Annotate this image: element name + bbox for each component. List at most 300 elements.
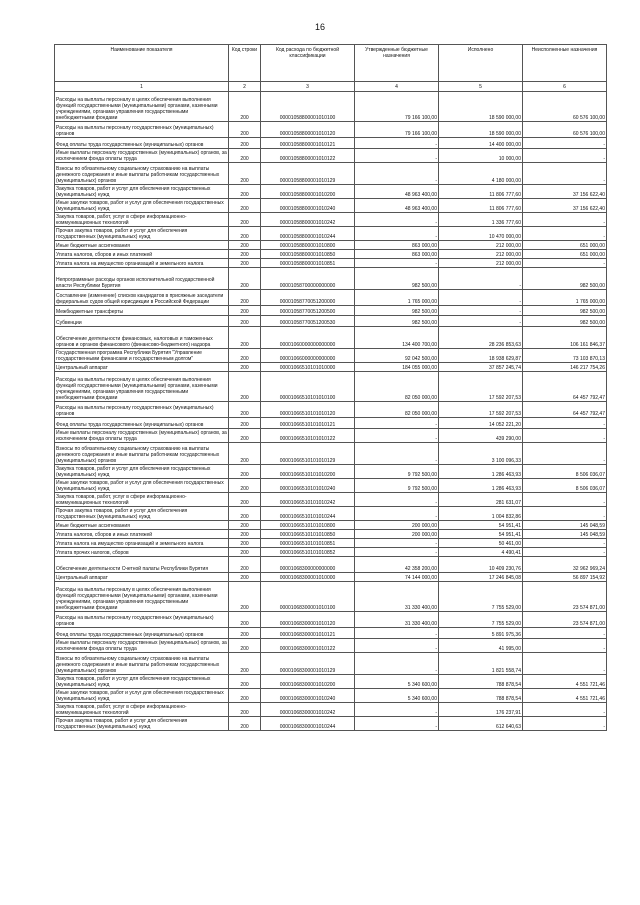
column-number: 4 <box>355 82 439 92</box>
row-unexecuted: - <box>523 717 607 731</box>
row-executed: 18 590 000,00 <box>439 92 523 122</box>
row-approved: 79 166 100,00 <box>355 92 439 122</box>
row-executed: 612 640,63 <box>439 717 523 731</box>
row-unexecuted: 651 000,00 <box>523 250 607 259</box>
table-row <box>55 530 607 539</box>
row-name: Фонд оплаты труда государственных (муниципальных) органов <box>55 628 229 639</box>
row-name: Закупка товаров, работ и услуг для обеспечения государственных (муниципальных) нужд <box>55 675 229 689</box>
row-code: 200 <box>229 306 261 316</box>
row-unexecuted: 8 506 036,07 <box>523 479 607 493</box>
row-kbk: 00001068300001010100 <box>261 582 355 612</box>
table-header-row <box>55 45 607 82</box>
row-approved: 863 000,00 <box>355 250 439 259</box>
row-code: 200 <box>229 582 261 612</box>
column-number: 5 <box>439 82 523 92</box>
table-row <box>55 327 607 349</box>
table-row <box>55 521 607 530</box>
table-row <box>55 290 607 306</box>
row-code: 200 <box>229 268 261 290</box>
row-unexecuted: 56 897 154,92 <box>523 573 607 582</box>
table-row <box>55 250 607 259</box>
row-code: 200 <box>229 530 261 539</box>
row-code: 200 <box>229 443 261 465</box>
table-row <box>55 465 607 479</box>
row-kbk: 00001066510101010121 <box>261 418 355 429</box>
row-code: 200 <box>229 573 261 582</box>
header-executed: Исполнено <box>439 45 523 82</box>
table-row <box>55 199 607 213</box>
row-name: Взносы по обязательному социальному страхованию на выплаты денежного содержания и иные выплаты работникам государственных (муниципальных) органов <box>55 653 229 675</box>
row-unexecuted: 145 048,59 <box>523 521 607 530</box>
row-approved: 92 042 500,00 <box>355 349 439 363</box>
table-row <box>55 443 607 465</box>
row-unexecuted: - <box>523 639 607 653</box>
row-name: Уплата налога на имущество организаций и земельного налога <box>55 259 229 268</box>
row-approved: - <box>355 418 439 429</box>
row-approved: 5 340 600,00 <box>355 689 439 703</box>
table-row <box>55 122 607 138</box>
row-executed: 212 000,00 <box>439 241 523 250</box>
row-code: 200 <box>229 149 261 163</box>
row-unexecuted: 982 500,00 <box>523 316 607 327</box>
row-kbk: 00001058800001010120 <box>261 122 355 138</box>
row-unexecuted: 1 765 000,00 <box>523 290 607 306</box>
row-kbk: 00001058700000000000 <box>261 268 355 290</box>
row-name: Уплата налогов, сборов и иных платежей <box>55 250 229 259</box>
row-approved: 863 000,00 <box>355 241 439 250</box>
row-kbk: 00001068300001010121 <box>261 628 355 639</box>
row-approved: - <box>355 138 439 149</box>
table-row <box>55 241 607 250</box>
row-code: 200 <box>229 717 261 731</box>
row-executed: 41 995,00 <box>439 639 523 653</box>
row-approved: 184 055 000,00 <box>355 363 439 372</box>
row-executed: 788 878,54 <box>439 675 523 689</box>
row-name: Закупка товаров, работ и услуг для обеспечения государственных (муниципальных) нужд <box>55 465 229 479</box>
row-unexecuted: - <box>523 548 607 557</box>
row-name: Закупка товаров, работ, услуг в сфере информационно-коммуникационных технологий <box>55 703 229 717</box>
table-row <box>55 402 607 418</box>
row-approved: 134 400 700,00 <box>355 327 439 349</box>
table-row <box>55 429 607 443</box>
row-code: 200 <box>229 92 261 122</box>
row-code: 200 <box>229 372 261 402</box>
row-unexecuted: - <box>523 703 607 717</box>
row-kbk: 00001068300001010122 <box>261 639 355 653</box>
row-name: Центральный аппарат <box>55 363 229 372</box>
row-code: 200 <box>229 465 261 479</box>
row-name: Фонд оплаты труда государственных (муниципальных) органов <box>55 138 229 149</box>
row-name: Закупка товаров, работ и услуг для обеспечения государственных (муниципальных) нужд <box>55 185 229 199</box>
row-unexecuted: 73 103 870,13 <box>523 349 607 363</box>
row-kbk: 00001066000000000000 <box>261 349 355 363</box>
row-unexecuted: 64 457 792,47 <box>523 372 607 402</box>
table-row <box>55 557 607 573</box>
header-unexecuted: Неисполненные назначения <box>523 45 607 82</box>
row-approved: - <box>355 443 439 465</box>
row-name: Центральный аппарат <box>55 573 229 582</box>
table-row <box>55 628 607 639</box>
table-body <box>55 92 607 731</box>
row-kbk: 00001068300000000000 <box>261 557 355 573</box>
row-executed: 17 246 845,08 <box>439 573 523 582</box>
row-name: Уплата прочих налогов, сборов <box>55 548 229 557</box>
row-executed: 788 878,54 <box>439 689 523 703</box>
row-executed: 212 000,00 <box>439 250 523 259</box>
column-number: 1 <box>55 82 229 92</box>
row-executed: 1 004 832,86 <box>439 507 523 521</box>
row-executed: 18 590 000,00 <box>439 122 523 138</box>
page-number: 16 <box>314 22 325 32</box>
row-code: 200 <box>229 628 261 639</box>
row-approved: - <box>355 493 439 507</box>
row-name: Прочая закупка товаров, работ и услуг для обеспечения государственных (муниципальных) нужд <box>55 227 229 241</box>
table-row <box>55 689 607 703</box>
table-row <box>55 349 607 363</box>
row-name: Взносы по обязательному социальному страхованию на выплаты денежного содержания и иные выплаты работникам государственных (муниципальных) органов <box>55 443 229 465</box>
row-kbk: 00001058800001010100 <box>261 92 355 122</box>
table-row <box>55 138 607 149</box>
row-executed: 212 000,00 <box>439 259 523 268</box>
column-number: 2 <box>229 82 261 92</box>
table-row <box>55 573 607 582</box>
row-kbk: 00001066510101010129 <box>261 443 355 465</box>
row-kbk: 00001058800001010122 <box>261 149 355 163</box>
row-unexecuted: - <box>523 259 607 268</box>
row-approved: 48 963 400,00 <box>355 199 439 213</box>
row-name: Иные закупки товаров, работ и услуг для обеспечения государственных (муниципальных) нужд <box>55 199 229 213</box>
row-code: 200 <box>229 429 261 443</box>
row-name: Иные закупки товаров, работ и услуг для обеспечения государственных (муниципальных) нужд <box>55 479 229 493</box>
row-approved: - <box>355 717 439 731</box>
row-unexecuted: 37 156 622,40 <box>523 185 607 199</box>
table-row <box>55 639 607 653</box>
table-row <box>55 703 607 717</box>
row-approved: 982 500,00 <box>355 268 439 290</box>
row-name: Государственная программа Республики Бурятия "Управление государственными финансами и государственным долгом" <box>55 349 229 363</box>
row-executed: 17 592 207,53 <box>439 372 523 402</box>
row-approved: 82 050 000,00 <box>355 372 439 402</box>
row-executed: 17 592 207,53 <box>439 402 523 418</box>
row-kbk: 00001068300001010129 <box>261 653 355 675</box>
row-unexecuted: - <box>523 138 607 149</box>
row-unexecuted: 146 217 754,26 <box>523 363 607 372</box>
row-code: 200 <box>229 689 261 703</box>
row-code: 200 <box>229 163 261 185</box>
row-name: Иные выплаты персоналу государственных (муниципальных) органов, за исключением фонда оплаты труда <box>56 150 227 162</box>
row-kbk: 00001060000000000000 <box>261 327 355 349</box>
table-row <box>55 717 607 731</box>
row-name: Иные бюджетные ассигнования <box>55 241 229 250</box>
row-executed: 1 821 558,74 <box>439 653 523 675</box>
table-row <box>55 316 607 327</box>
row-executed: 28 236 853,63 <box>439 327 523 349</box>
row-executed: - <box>439 268 523 290</box>
row-executed: 4 490,41 <box>439 548 523 557</box>
row-unexecuted: - <box>523 149 607 163</box>
row-approved: - <box>355 259 439 268</box>
row-executed: 1 286 463,93 <box>439 479 523 493</box>
table-row <box>55 213 607 227</box>
row-approved: - <box>355 163 439 185</box>
row-code: 200 <box>229 349 261 363</box>
row-approved: 31 330 400,00 <box>355 612 439 628</box>
row-name: Иные бюджетные ассигнования <box>55 521 229 530</box>
row-executed: 14 400 000,00 <box>439 138 523 149</box>
row-code: 200 <box>229 185 261 199</box>
row-executed: 18 938 629,87 <box>439 349 523 363</box>
row-unexecuted: 4 551 721,46 <box>523 675 607 689</box>
row-approved: - <box>355 213 439 227</box>
row-kbk: 00001058800001010121 <box>261 138 355 149</box>
table-row <box>55 493 607 507</box>
table-row <box>55 653 607 675</box>
row-kbk: 00001068300001010240 <box>261 689 355 703</box>
row-code: 200 <box>229 539 261 548</box>
row-code: 200 <box>229 479 261 493</box>
row-kbk: 00001058800001010244 <box>261 227 355 241</box>
row-approved: - <box>355 539 439 548</box>
row-unexecuted: 23 574 871,00 <box>523 582 607 612</box>
row-executed: 10 000,00 <box>439 149 523 163</box>
row-name: Уплата налога на имущество организаций и земельного налога <box>55 539 229 548</box>
row-unexecuted: 4 551 721,46 <box>523 689 607 703</box>
row-name: Межбюджетные трансферты <box>55 306 229 316</box>
row-unexecuted: - <box>523 163 607 185</box>
row-approved: - <box>355 653 439 675</box>
row-approved: - <box>355 149 439 163</box>
row-code: 200 <box>229 259 261 268</box>
row-unexecuted: - <box>523 418 607 429</box>
table-row <box>55 259 607 268</box>
row-code: 200 <box>229 418 261 429</box>
row-name: Обеспечение деятельности финансовых, налоговых и таможенных органов и органов финансового (финансово-бюджетного) надзора <box>55 327 229 349</box>
row-kbk: 00001058800001010240 <box>261 199 355 213</box>
row-name: Уплата налогов, сборов и иных платежей <box>55 530 229 539</box>
row-executed: - <box>439 306 523 316</box>
row-executed: 10 409 230,76 <box>439 557 523 573</box>
row-executed: 176 237,91 <box>439 703 523 717</box>
row-unexecuted: - <box>523 628 607 639</box>
row-executed: 281 631,07 <box>439 493 523 507</box>
row-unexecuted: - <box>523 443 607 465</box>
row-approved: - <box>355 227 439 241</box>
row-executed: - <box>439 316 523 327</box>
row-kbk: 00001066510101010100 <box>261 372 355 402</box>
row-approved: 9 792 500,00 <box>355 465 439 479</box>
row-executed: 10 470 000,00 <box>439 227 523 241</box>
row-executed: 7 755 529,00 <box>439 612 523 628</box>
row-executed: 1 286 463,93 <box>439 465 523 479</box>
column-number: 3 <box>261 82 355 92</box>
row-unexecuted: 8 506 036,07 <box>523 465 607 479</box>
row-code: 200 <box>229 290 261 306</box>
row-kbk: 00001068300001010120 <box>261 612 355 628</box>
row-name: Иные выплаты персоналу государственных (муниципальных) органов, за исключением фонда оплаты труда <box>56 640 227 652</box>
row-name: Прочая закупка товаров, работ и услуг для обеспечения государственных (муниципальных) нужд <box>55 507 229 521</box>
row-unexecuted: - <box>523 493 607 507</box>
row-code: 200 <box>229 199 261 213</box>
table-row <box>55 418 607 429</box>
row-unexecuted: 60 576 100,00 <box>523 92 607 122</box>
row-kbk: 00001058800001010851 <box>261 259 355 268</box>
row-code: 200 <box>229 316 261 327</box>
row-code: 200 <box>229 213 261 227</box>
row-name: Расходы на выплаты персоналу государственных (муниципальных) органов <box>55 122 229 138</box>
row-unexecuted: 145 048,59 <box>523 530 607 539</box>
row-code: 200 <box>229 327 261 349</box>
row-approved: 200 000,00 <box>355 521 439 530</box>
row-approved: 9 792 500,00 <box>355 479 439 493</box>
row-unexecuted: 982 500,00 <box>523 306 607 316</box>
row-kbk: 00001058800001010800 <box>261 241 355 250</box>
row-name: Расходы на выплаты персоналу государственных (муниципальных) органов <box>55 402 229 418</box>
row-name: Взносы по обязательному социальному страхованию на выплаты денежного содержания и иные выплаты работникам государственных (муниципальных) органов <box>55 163 229 185</box>
table-row <box>55 185 607 199</box>
row-code: 200 <box>229 363 261 372</box>
table-row <box>55 548 607 557</box>
row-kbk: 00001068300001010000 <box>261 573 355 582</box>
row-kbk: 00001058800001010242 <box>261 213 355 227</box>
table-row <box>55 675 607 689</box>
row-approved: - <box>355 703 439 717</box>
row-approved: - <box>355 429 439 443</box>
row-unexecuted: 106 161 846,37 <box>523 327 607 349</box>
row-unexecuted: - <box>523 539 607 548</box>
row-approved: 74 144 000,00 <box>355 573 439 582</box>
row-approved: - <box>355 628 439 639</box>
row-code: 200 <box>229 402 261 418</box>
table-row <box>55 539 607 548</box>
row-kbk: 00001058770051200500 <box>261 306 355 316</box>
row-name: Расходы на выплаты персоналу государственных (муниципальных) органов <box>55 612 229 628</box>
row-code: 200 <box>229 227 261 241</box>
header-row-code: Код строки <box>229 45 261 82</box>
table-row <box>55 92 607 122</box>
row-unexecuted: 60 576 100,00 <box>523 122 607 138</box>
table-row <box>55 582 607 612</box>
row-name: Обеспечение деятельности Счетной палаты Республики Бурятия <box>55 557 229 573</box>
row-name: Расходы на выплаты персоналу в целях обеспечения выполнения функций государственными (муниципальными) органами, казенными учреждениями, органами управления государственными внебюджетными фондами <box>55 582 229 612</box>
table-row <box>55 507 607 521</box>
row-kbk: 00001066510101010800 <box>261 521 355 530</box>
row-name: Расходы на выплаты персоналу в целях обеспечения выполнения функций государственными (муниципальными) органами, казенными учреждениями, органами управления государственными внебюджетными фондами <box>55 92 229 122</box>
row-approved: 82 050 000,00 <box>355 402 439 418</box>
row-kbk: 00001066510101010242 <box>261 493 355 507</box>
row-approved: 200 000,00 <box>355 530 439 539</box>
table-row <box>55 149 607 163</box>
table-row <box>55 372 607 402</box>
row-kbk: 00001066510101010240 <box>261 479 355 493</box>
row-unexecuted: - <box>523 653 607 675</box>
row-code: 200 <box>229 653 261 675</box>
row-code: 200 <box>229 521 261 530</box>
row-name: Субвенции <box>55 316 229 327</box>
row-unexecuted: 651 000,00 <box>523 241 607 250</box>
row-executed: 5 891 975,36 <box>439 628 523 639</box>
column-number: 6 <box>523 82 607 92</box>
row-kbk: 00001066510101010000 <box>261 363 355 372</box>
row-approved: - <box>355 507 439 521</box>
row-executed: 11 806 777,60 <box>439 185 523 199</box>
row-code: 200 <box>229 557 261 573</box>
row-unexecuted: 23 574 871,00 <box>523 612 607 628</box>
header-budget-code: Код расхода по бюджетной классификации <box>261 45 355 82</box>
row-approved: 1 765 000,00 <box>355 290 439 306</box>
table-row <box>55 306 607 316</box>
row-approved: 31 330 400,00 <box>355 582 439 612</box>
table-row <box>55 163 607 185</box>
row-name: Иные закупки товаров, работ и услуг для обеспечения государственных (муниципальных) нужд <box>55 689 229 703</box>
row-approved: 982 500,00 <box>355 306 439 316</box>
row-kbk: 00001066510101010850 <box>261 530 355 539</box>
row-executed: 7 755 529,00 <box>439 582 523 612</box>
table-row <box>55 268 607 290</box>
table-row <box>55 479 607 493</box>
table-row <box>55 227 607 241</box>
row-kbk: 00001066510101010122 <box>261 429 355 443</box>
row-kbk: 00001068300001010200 <box>261 675 355 689</box>
row-name: Расходы на выплаты персоналу в целях обеспечения выполнения функций государственными (муниципальными) органами, казенными учреждениями, органами управления государственными внебюджетными фондами <box>55 372 229 402</box>
row-executed: 54 951,41 <box>439 530 523 539</box>
row-kbk: 00001066510101010851 <box>261 539 355 548</box>
header-indicator-name: Наименование показателя <box>55 45 229 82</box>
row-kbk: 00001058800001010129 <box>261 163 355 185</box>
row-code: 200 <box>229 548 261 557</box>
row-kbk: 00001066510101010120 <box>261 402 355 418</box>
budget-report-table <box>54 44 607 731</box>
row-executed: 37 857 245,74 <box>439 363 523 372</box>
row-executed: 1 336 777,60 <box>439 213 523 227</box>
row-kbk: 00001058800001010200 <box>261 185 355 199</box>
row-name: Иные выплаты персоналу государственных (муниципальных) органов, за исключением фонда оплаты труда <box>56 430 227 442</box>
header-approved: Утвержденные бюджетные назначения <box>355 45 439 82</box>
row-executed: 11 806 777,60 <box>439 199 523 213</box>
row-name: Фонд оплаты труда государственных (муниципальных) органов <box>55 418 229 429</box>
row-executed: 50 461,00 <box>439 539 523 548</box>
row-approved: 982 500,00 <box>355 316 439 327</box>
row-unexecuted: 982 500,00 <box>523 268 607 290</box>
row-kbk: 00001058800001010850 <box>261 250 355 259</box>
row-kbk: 00001058770051200000 <box>261 290 355 306</box>
row-code: 200 <box>229 507 261 521</box>
row-name: Непрограммные расходы органов исполнительной государственной власти Республики Бурятия <box>55 268 229 290</box>
row-code: 200 <box>229 703 261 717</box>
row-name: Закупка товаров, работ, услуг в сфере информационно-коммуникационных технологий <box>55 493 229 507</box>
row-executed: 4 180 000,00 <box>439 163 523 185</box>
row-approved: 5 340 600,00 <box>355 675 439 689</box>
row-unexecuted: 32 962 969,24 <box>523 557 607 573</box>
row-code: 200 <box>229 122 261 138</box>
table-row <box>55 363 607 372</box>
row-code: 200 <box>229 493 261 507</box>
row-approved: - <box>355 548 439 557</box>
row-code: 200 <box>229 250 261 259</box>
row-code: 200 <box>229 639 261 653</box>
row-executed: - <box>439 290 523 306</box>
row-kbk: 00001068300001010242 <box>261 703 355 717</box>
row-kbk: 00001066510101010200 <box>261 465 355 479</box>
row-unexecuted: 64 457 792,47 <box>523 402 607 418</box>
row-name: Составление (изменение) списков кандидатов в присяжные заседатели федеральных судов общей юрисдикции в Российской Федерации <box>55 290 229 306</box>
row-approved: 48 963 400,00 <box>355 185 439 199</box>
row-unexecuted: - <box>523 429 607 443</box>
row-approved: 79 166 100,00 <box>355 122 439 138</box>
row-code: 200 <box>229 138 261 149</box>
row-executed: 14 052 221,20 <box>439 418 523 429</box>
row-code: 200 <box>229 675 261 689</box>
row-code: 200 <box>229 241 261 250</box>
